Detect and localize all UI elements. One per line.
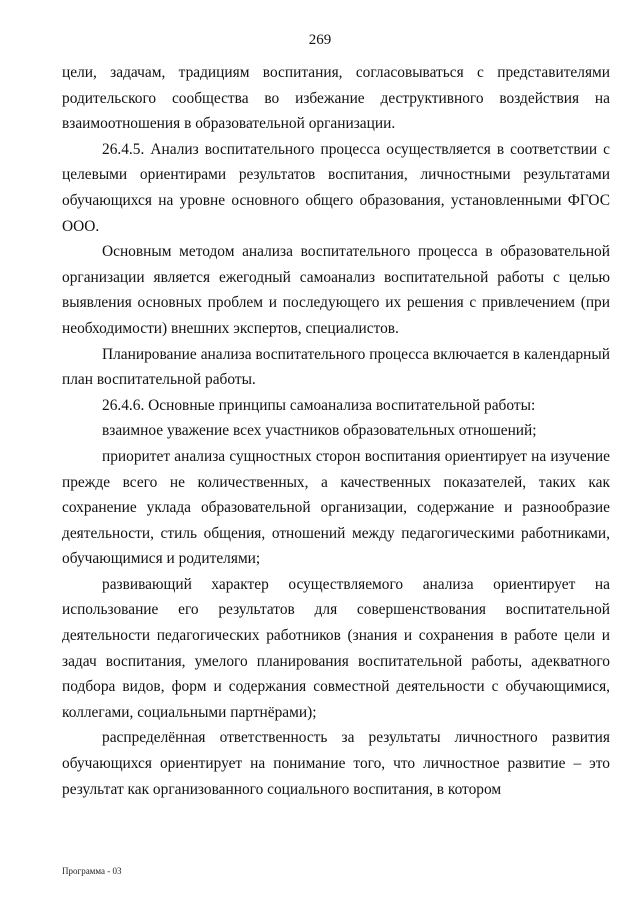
paragraph-26-4-6: 26.4.6. Основные принципы самоанализа воспитательной работы: — [102, 396, 536, 414]
paragraph-main-method: Основным методом анализа воспитательного процесса в образовательной организации является ежегодный самоанализ воспитательной работы с целью выявления основных проблем и последующего их решения с привлечением (при необходимости) внешних экспертов, специалистов. — [62, 243, 610, 337]
principle-mutual-respect: взаимное уважение всех участников образовательных отношений; — [102, 422, 537, 440]
footer-label: Программа - 03 — [62, 866, 122, 876]
principle-developing: развивающий характер осуществляемого анализа ориентирует на использование его результатов для совершенствования воспитательной деятельности педагогических работников (знания и сохранения в работе цели и задач воспитания, умелого планирования воспитательной работы, адекватного подбора видов, форм и содержания совместной деятельности с обучающимися, коллегами, социальными партнёрами); — [62, 575, 610, 721]
paragraph-26-4-5: 26.4.5. Анализ воспитательного процесса осуществляется в соответствии с целевыми ориентирами результатов воспитания, личностными результатами обучающихся на уровне основного общего образования, установленными ФГОС ООО. — [62, 140, 610, 235]
principle-distributed-responsibility: распределённая ответственность за результаты личностного развития обучающихся ориентирует на понимание того, что личностное развитие – это результат как организованного социального воспитания, в котором — [62, 729, 610, 798]
principle-priority: приоритет анализа сущностных сторон воспитания ориентирует на изучение прежде всего не количественных, а качественных показателей, таких как сохранение уклада образовательной организации, содержание и разнообразие деятельности, стиль общения, отношений между педагогическими работниками, обучающимися и родителями; — [62, 447, 610, 568]
page-number: 269 — [308, 32, 332, 48]
paragraph-planning: Планирование анализа воспитательного процесса включается в календарный план воспитательной работы. — [62, 345, 610, 389]
document-body — [62, 60, 610, 802]
paragraph-continuation: цели, задачам, традициям воспитания, согласовываться с представителями родительского сообщества во избежание деструктивного воздействия на взаимоотношения в образовательной организации. — [62, 64, 610, 133]
